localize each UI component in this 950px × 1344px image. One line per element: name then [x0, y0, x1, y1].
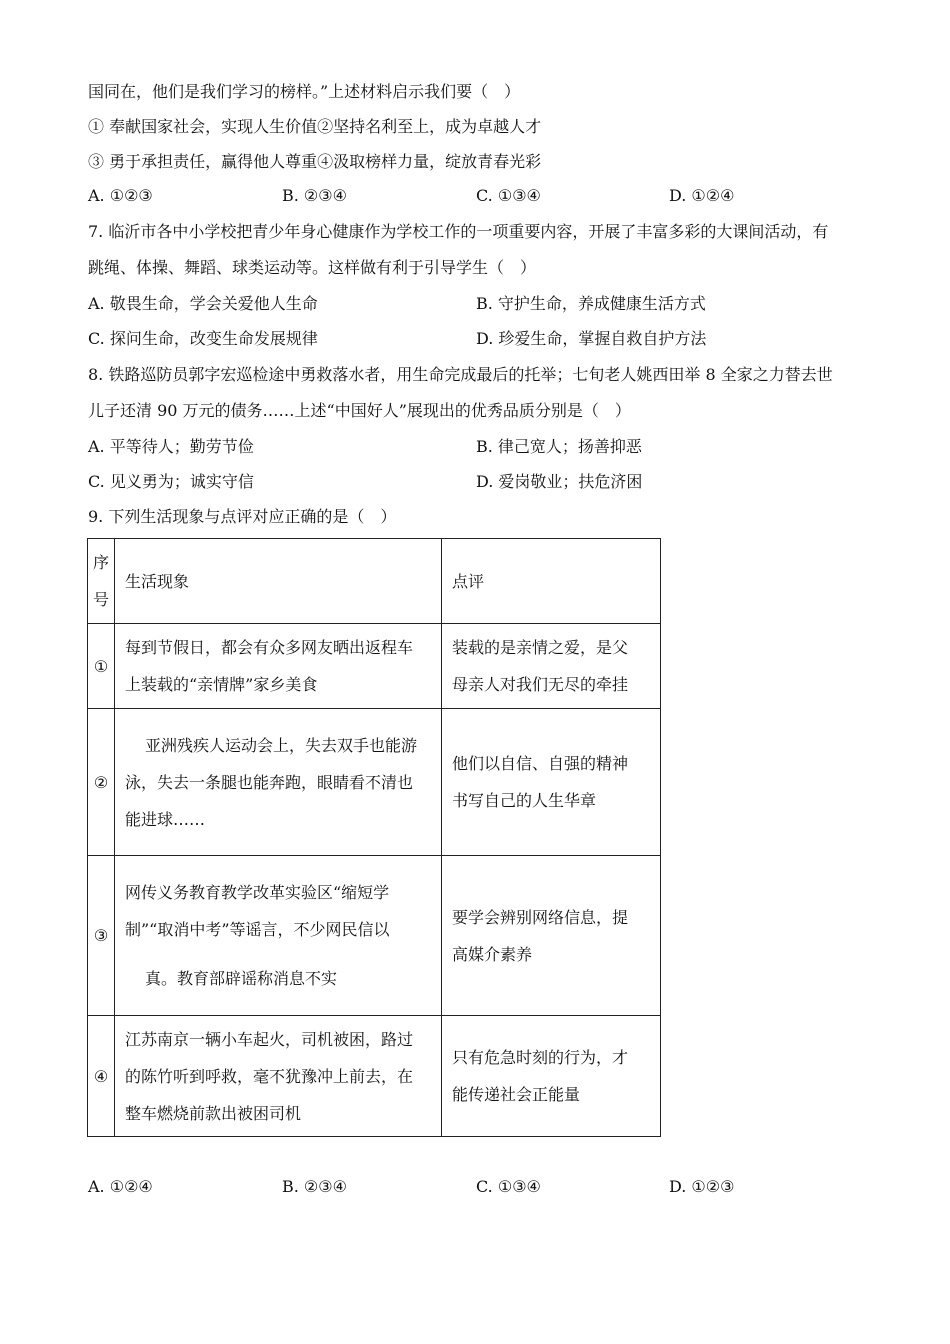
q6-statements-1: ① 奉献国家社会，实现人生价值②坚持名利至上，成为卓越人才 [88, 117, 542, 136]
table-row [88, 1016, 661, 1137]
phenomenon-line: 制”“取消中考”等谣言，不少网民信以 [125, 920, 390, 939]
comment-line: 母亲人对我们无尽的牵挂 [452, 675, 629, 694]
phenomenon-line: 上装载的“亲情牌”家乡美食 [125, 675, 318, 694]
comment-line: 他们以自信、自强的精神 [452, 754, 629, 773]
q6-option-c[interactable]: C. ①③④ [476, 186, 541, 205]
header-number [88, 539, 115, 624]
q8-stem-line-2: 儿子还清 90 万元的债务……上述“中国好人”展现出的优秀品质分别是（ ） [88, 401, 631, 420]
header-comment: 点评 [442, 539, 661, 624]
comment-line: 装载的是亲情之爱，是父 [452, 638, 629, 657]
comment-cell [442, 856, 661, 1016]
header-number-char-2: 号 [92, 590, 109, 609]
q8-option-b[interactable]: B. 律己宽人；扬善抑恶 [476, 437, 642, 456]
header-phenomenon: 生活现象 [115, 539, 442, 624]
phenomenon-line: 泳，失去一条腿也能奔跑，眼睛看不清也 [125, 772, 414, 792]
phenomenon-line: 整车燃烧前款出被困司机 [125, 1103, 302, 1123]
q6-option-d[interactable]: D. ①②④ [669, 186, 735, 205]
table-row [88, 624, 661, 709]
phenomenon-line: 能进球…… [125, 809, 206, 829]
comment-line: 高媒介素养 [452, 944, 533, 964]
comment-cell [442, 624, 661, 709]
phenomenon-cell [115, 1016, 442, 1137]
comment-line: 只有危急时刻的行为，才 [452, 1048, 629, 1067]
table-row [88, 856, 661, 1016]
q8-stem-line-1: 8. 铁路巡防员郭字宏巡检途中勇救落水者，用生命完成最后的托举；七旬老人姚西田举 8 全家之力替去世 [88, 365, 833, 384]
phenomenon-line: 每到节假日，都会有众多网友晒出返程车 [125, 638, 414, 657]
phenomenon-cell [115, 624, 442, 709]
q9-stem: 9. 下列生活现象与点评对应正确的是（ ） [88, 507, 397, 526]
row-number: ③ [88, 856, 115, 1016]
phenomenon-cell [115, 709, 442, 856]
q6-option-a[interactable]: A. ①②③ [88, 186, 153, 205]
comment-line: 要学会辨别网络信息，提 [452, 907, 629, 927]
phenomenon-line [125, 727, 431, 764]
comment-line: 书写自己的人生华章 [452, 791, 597, 810]
q8-option-a[interactable]: A. 平等待人；勤劳节俭 [88, 437, 254, 456]
row-number: ① [88, 624, 115, 709]
table-header-row [88, 539, 661, 624]
table-row [88, 709, 661, 856]
q7-option-d[interactable]: D. 珍爱生命，掌握自救自护方法 [476, 329, 707, 348]
phenomenon-line: 网传义务教育教学改革实验区“缩短学 [125, 883, 390, 902]
q8-option-c[interactable]: C. 见义勇为；诚实守信 [88, 472, 254, 491]
phenomenon-line-indented: 真。教育部辟谣称消息不实 [145, 969, 338, 988]
q6-option-b[interactable]: B. ②③④ [282, 186, 347, 205]
q6-statements-2: ③ 勇于承担责任，赢得他人尊重④汲取榜样力量，绽放青春光彩 [88, 152, 542, 171]
q7-stem-line-1: 7. 临沂市各中小学校把青少年身心健康作为学校工作的一项重要内容，开展了丰富多彩的大课间活动，有 [88, 222, 829, 241]
q7-option-c[interactable]: C. 探问生命，改变生命发展规律 [88, 329, 318, 348]
q9-option-d[interactable]: D. ①②③ [669, 1177, 735, 1196]
q9-table [87, 538, 661, 1137]
q9-option-b[interactable]: B. ②③④ [282, 1177, 347, 1196]
row-number: ② [88, 709, 115, 856]
comment-cell [442, 1016, 661, 1137]
phenomenon-line: 的陈竹听到呼救，毫不犹豫冲上前去，在 [125, 1066, 414, 1086]
phenomenon-cell [115, 856, 442, 1016]
comment-line: 能传递社会正能量 [452, 1085, 581, 1104]
phenomenon-line [125, 960, 431, 997]
q6-stem-continuation: 国同在，他们是我们学习的榜样。”上述材料启示我们要（ ） [88, 82, 521, 101]
header-number-char-1: 序 [92, 553, 109, 572]
comment-cell [442, 709, 661, 856]
phenomenon-line: 江苏南京一辆小车起火，司机被困，路过 [125, 1029, 414, 1049]
q8-option-d[interactable]: D. 爱岗敬业；扶危济困 [476, 472, 643, 491]
q9-option-a[interactable]: A. ①②④ [88, 1177, 153, 1196]
q7-option-b[interactable]: B. 守护生命，养成健康生活方式 [476, 294, 706, 313]
q7-option-a[interactable]: A. 敬畏生命，学会关爱他人生命 [88, 294, 318, 313]
phenomenon-line-indented: 亚洲残疾人运动会上，失去双手也能游 [145, 735, 418, 755]
row-number: ④ [88, 1016, 115, 1137]
q9-option-c[interactable]: C. ①③④ [476, 1177, 541, 1196]
q7-stem-line-2: 跳绳、体操、舞蹈、球类运动等。这样做有利于引导学生（ ） [88, 258, 537, 277]
